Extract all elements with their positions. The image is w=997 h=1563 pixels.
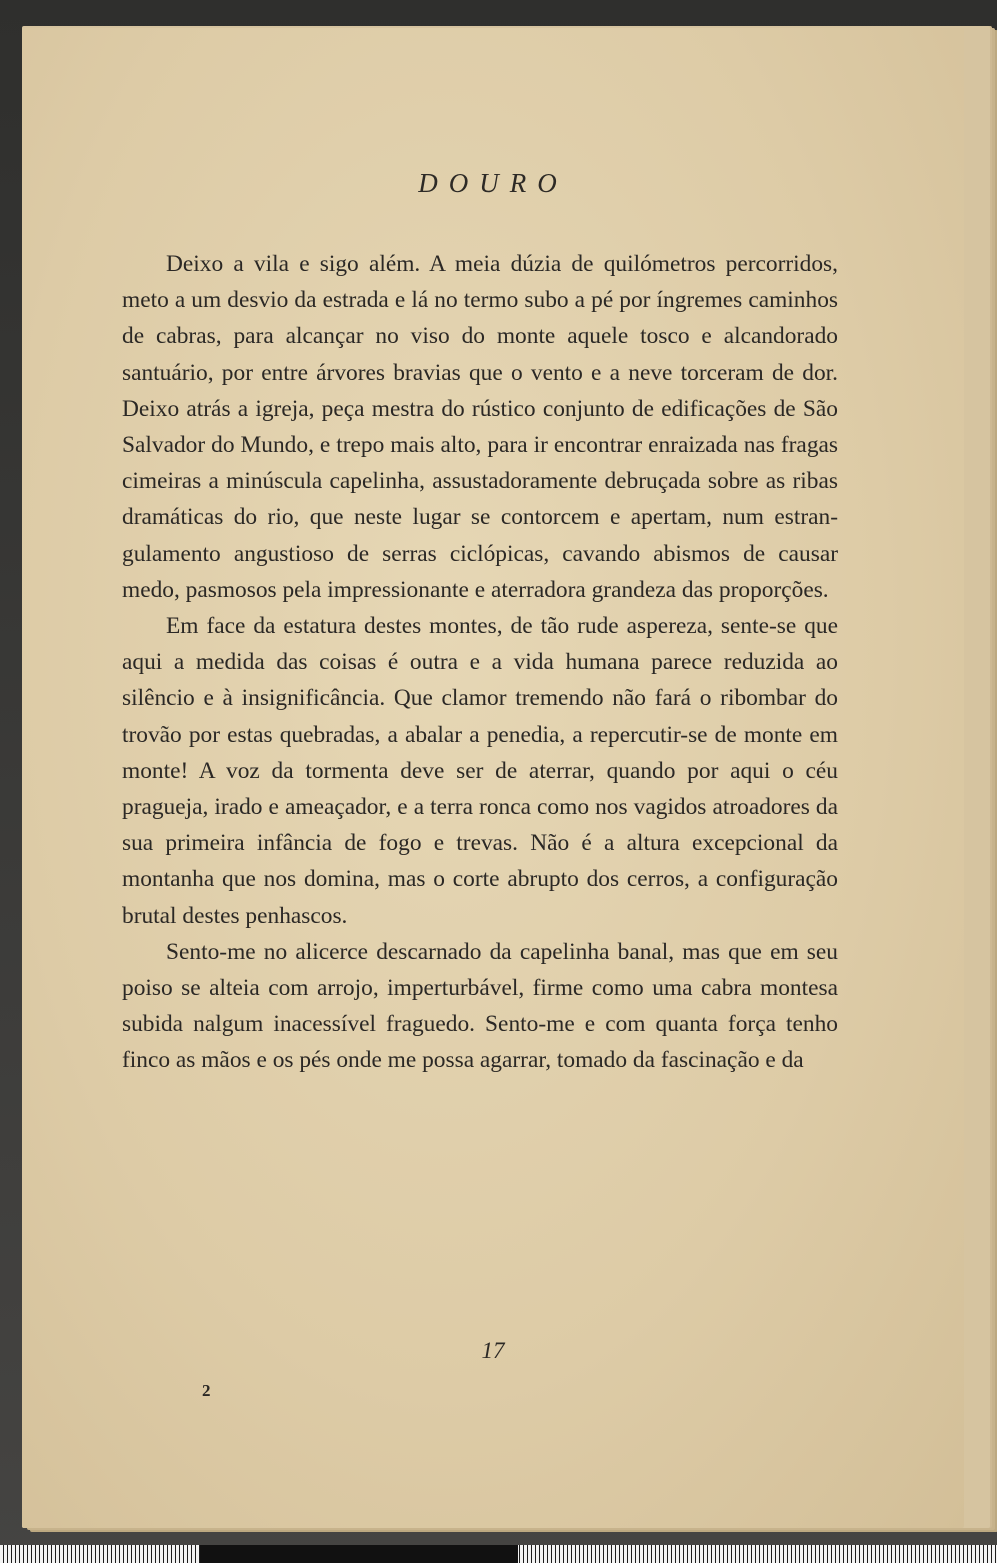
paragraph-1: Deixo a vila e sigo além. A meia dúzia de quilómetros percorridos, meto a um desvio da estrada e lá no termo subo a pé por íngremes caminhos de cabras, para alcançar no viso do monte aquele tosco e alcandorado santuário, por entre árvores bravias que o vento e a neve torceram de dor. Deixo atrás a igreja, peça mestra do rústico conjunto de edificações de São Salvador do Mundo, e trepo mais alto, para ir encontrar enraizada nas fragas cimeiras a minúscula capelinha, assustadoramente debruçada sobre as ribas dramáticas do rio, que neste lugar se contorcem e apertam, num estrangulamento angustioso de serras ciclópicas, cavando abismos de causar medo, pasmosos pela impressionante e aterradora grandeza das proporções. xyxy=(122,251,838,603)
scan-ruler-block xyxy=(200,1545,518,1563)
body-text xyxy=(122,246,838,1079)
signature-mark: 2 xyxy=(202,1381,211,1400)
paragraph-3: Sento-me no alicerce descarnado da capelinha banal, mas que em seu poiso se alteia com arrojo, imperturbável, firme como uma cabra montesa subida nalgum inacessível fraguedo. Sento-me e com quanta força tenho finco as mãos e os pés onde me possa agarrar, tomado da fascinação e da xyxy=(122,938,838,1074)
page-number: 17 xyxy=(481,1338,505,1363)
book-page xyxy=(22,28,964,1528)
paragraph-2: Em face da estatura destes montes, de tão rude aspereza, sente-se que aqui a medida das coisas é outra e a vida humana parece reduzida ao silêncio e à insignificância. Que clamor tremendo não fará o ribombar do trovão por estas quebradas, a abalar a penedia, a repercutir-se de monte em monte! A voz da tormenta deve ser de aterrar, quando por aqui o céu pragueja, irado e ameaçador, e a terra ronca como nos vagidos atroadores da sua primeira infância de fogo e trevas. Não é a altura excepcional da montanha que nos domina, mas o corte abrupto dos cerros, a configuração brutal destes penhascos. xyxy=(122,613,838,929)
chapter-header: DOURO xyxy=(418,168,568,198)
